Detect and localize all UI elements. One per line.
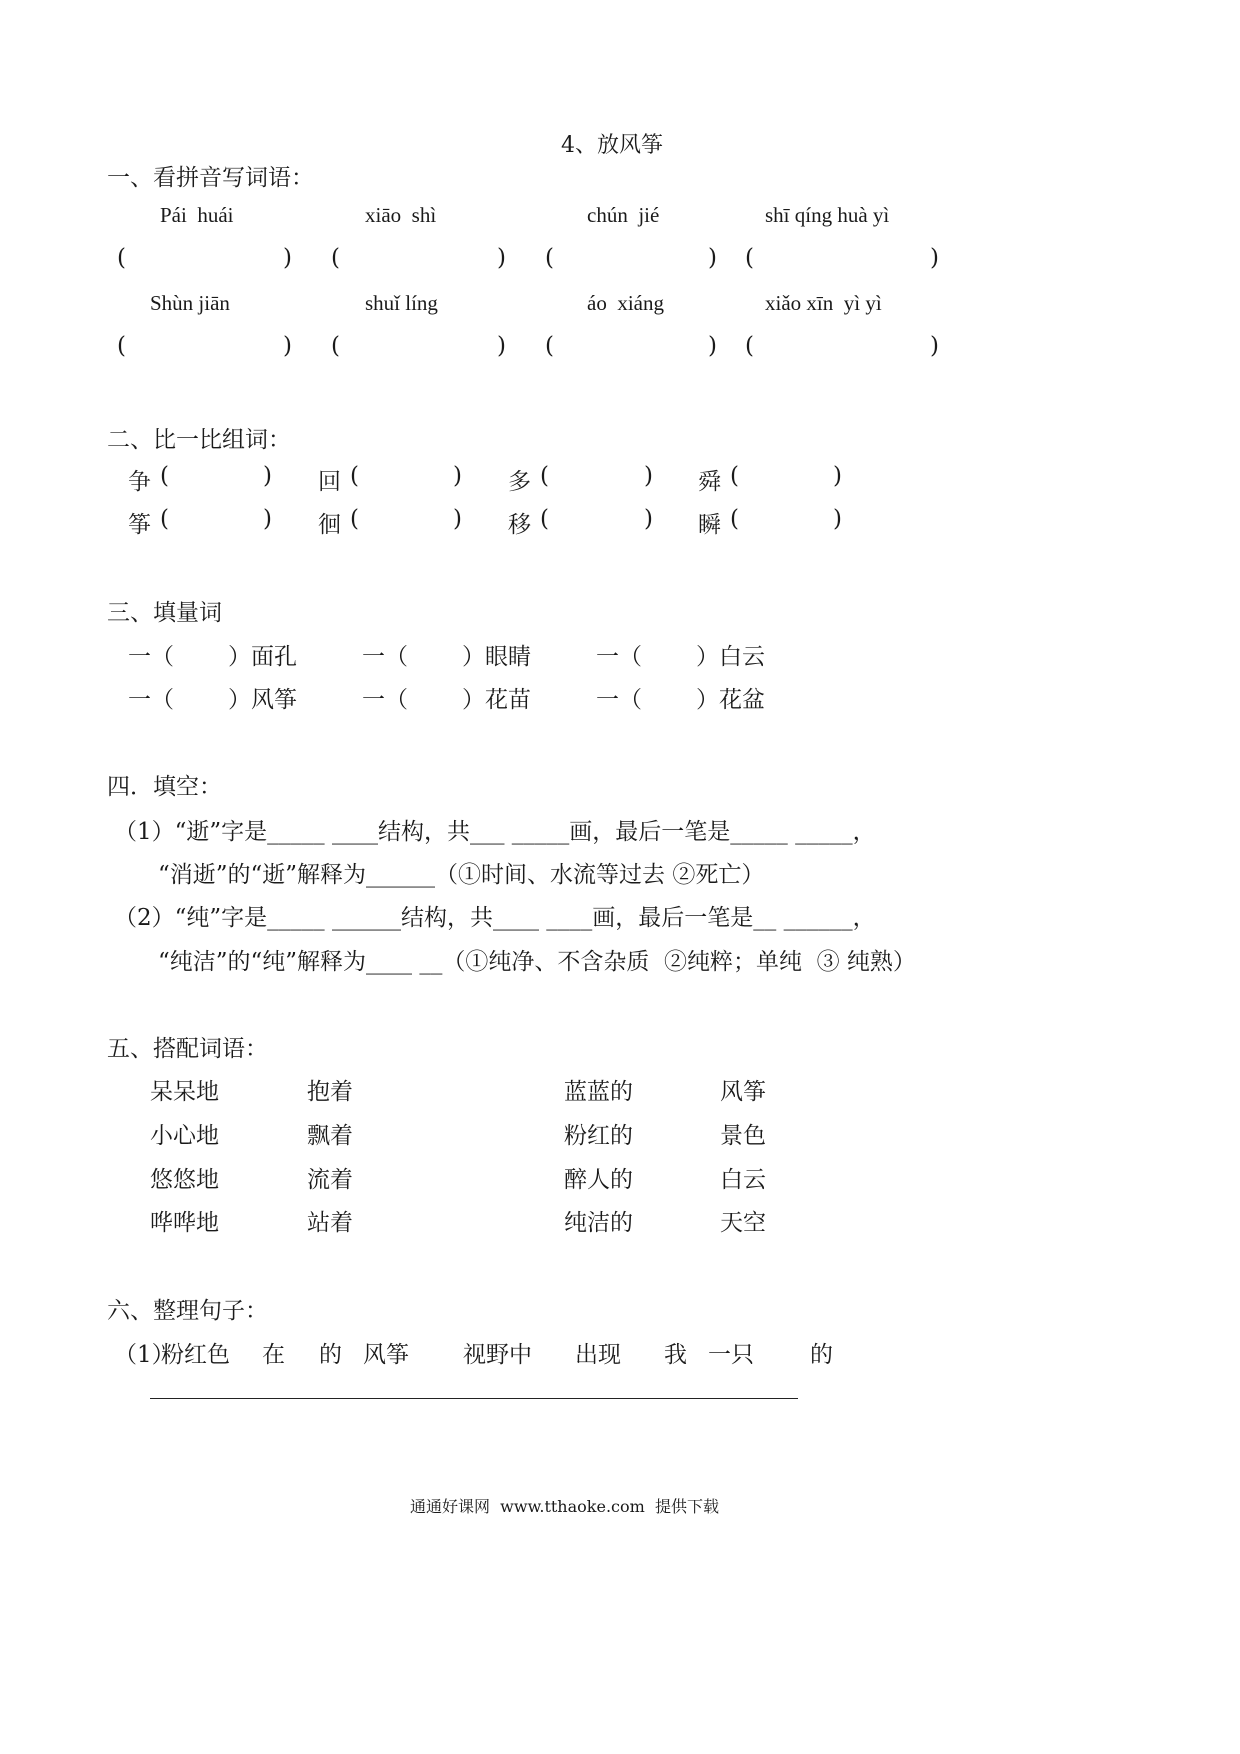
section-3-heading: 三、填量词 bbox=[107, 600, 222, 626]
measure-prefix: 一（ bbox=[128, 644, 174, 670]
bracket-open: ( bbox=[331, 245, 340, 271]
pinyin-text: Shùn jiān bbox=[150, 291, 230, 315]
measure-noun: ）花苗 bbox=[462, 687, 531, 713]
sentence-word: 风筝 bbox=[363, 1342, 409, 1368]
bracket-open: ( bbox=[350, 463, 359, 489]
pinyin-text: shuǐ líng bbox=[365, 291, 438, 315]
match-word: 白云 bbox=[720, 1167, 766, 1193]
match-word: 悠悠地 bbox=[150, 1167, 219, 1193]
match-word: 粉红的 bbox=[564, 1123, 633, 1149]
match-word: 抱着 bbox=[307, 1079, 353, 1105]
bracket-open: ( bbox=[730, 506, 739, 532]
bracket-open: ( bbox=[160, 506, 169, 532]
sentence-word: 在 bbox=[262, 1342, 285, 1368]
bracket-close: ) bbox=[497, 245, 506, 271]
match-word: 哗哗地 bbox=[150, 1210, 219, 1236]
measure-prefix: 一（ bbox=[596, 687, 642, 713]
match-word: 纯洁的 bbox=[564, 1210, 633, 1236]
bracket-close: ) bbox=[644, 463, 653, 489]
bracket-close: ) bbox=[833, 506, 842, 532]
sentence-word: 一只 bbox=[708, 1342, 754, 1368]
bracket-open: ( bbox=[730, 463, 739, 489]
match-word: 流着 bbox=[307, 1167, 353, 1193]
compare-char: 筝 bbox=[128, 512, 151, 538]
section-5-heading: 五、搭配词语： bbox=[107, 1036, 268, 1062]
pinyin-text: xiāo shì bbox=[365, 203, 437, 227]
bracket-close: ) bbox=[833, 463, 842, 489]
bracket-close: ) bbox=[283, 245, 292, 271]
sentence-word: 粉红色 bbox=[161, 1342, 230, 1368]
measure-prefix: 一（ bbox=[362, 644, 408, 670]
bracket-open: ( bbox=[545, 245, 554, 271]
compare-char: 移 bbox=[508, 512, 531, 538]
bracket-close: ) bbox=[263, 463, 272, 489]
match-word: 景色 bbox=[720, 1123, 766, 1149]
match-word: 站着 bbox=[307, 1210, 353, 1236]
bracket-close: ) bbox=[497, 333, 506, 359]
bracket-open: ( bbox=[117, 245, 126, 271]
bracket-open: ( bbox=[540, 506, 549, 532]
measure-noun: ）面孔 bbox=[228, 644, 297, 670]
bracket-close: ) bbox=[930, 333, 939, 359]
bracket-close: ) bbox=[453, 463, 462, 489]
pinyin-text: Pái huái bbox=[160, 203, 234, 227]
fill-line-3: （2）“纯”字是_____ ______结构，共____ ____画，最后一笔是__ ______， bbox=[114, 905, 876, 931]
fill-line-1: （1）“逝”字是_____ ____结构，共___ _____画，最后一笔是_____ _____， bbox=[114, 819, 876, 845]
match-word: 蓝蓝的 bbox=[564, 1079, 633, 1105]
bracket-close: ) bbox=[644, 506, 653, 532]
measure-prefix: 一（ bbox=[362, 687, 408, 713]
pinyin-text: chún jié bbox=[587, 203, 660, 227]
section-1-heading: 一、看拼音写词语： bbox=[107, 165, 314, 191]
bracket-open: ( bbox=[745, 333, 754, 359]
compare-char: 徊 bbox=[318, 512, 341, 538]
page-title: 4、放风筝 bbox=[561, 133, 663, 158]
bracket-open: ( bbox=[331, 333, 340, 359]
match-word: 风筝 bbox=[720, 1079, 766, 1105]
compare-char: 争 bbox=[128, 469, 151, 495]
section-4-heading: 四．填空： bbox=[107, 774, 222, 800]
measure-noun: ）眼睛 bbox=[462, 644, 531, 670]
compare-char: 回 bbox=[318, 469, 341, 495]
match-word: 天空 bbox=[720, 1210, 766, 1236]
bracket-open: ( bbox=[745, 245, 754, 271]
measure-prefix: 一（ bbox=[128, 687, 174, 713]
measure-noun: ）花盆 bbox=[696, 687, 765, 713]
bracket-open: ( bbox=[160, 463, 169, 489]
measure-noun: ）白云 bbox=[696, 644, 765, 670]
bracket-open: ( bbox=[545, 333, 554, 359]
sentence-word: 出现 bbox=[575, 1342, 621, 1368]
pinyin-text: áo xiáng bbox=[587, 291, 664, 315]
section-2-heading: 二、比一比组词： bbox=[107, 427, 291, 453]
sentence-word: 的 bbox=[810, 1342, 833, 1368]
compare-char: 多 bbox=[508, 469, 531, 495]
measure-prefix: 一（ bbox=[596, 644, 642, 670]
bracket-close: ) bbox=[708, 333, 717, 359]
bracket-close: ) bbox=[453, 506, 462, 532]
sentence-word: 的 bbox=[319, 1342, 342, 1368]
bracket-close: ) bbox=[283, 333, 292, 359]
answer-line bbox=[150, 1398, 798, 1399]
match-word: 飘着 bbox=[307, 1123, 353, 1149]
pinyin-text: shī qíng huà yì bbox=[765, 203, 890, 227]
sentence-label: （1） bbox=[114, 1342, 175, 1368]
match-word: 醉人的 bbox=[564, 1167, 633, 1193]
pinyin-text: xiǎo xīn yì yì bbox=[765, 291, 882, 315]
sentence-word: 视野中 bbox=[463, 1342, 532, 1368]
bracket-close: ) bbox=[708, 245, 717, 271]
sentence-word: 我 bbox=[664, 1342, 687, 1368]
match-word: 小心地 bbox=[150, 1123, 219, 1149]
compare-char: 舜 bbox=[698, 469, 721, 495]
footer-text: 通通好课网 www.tthaoke.com 提供下载 bbox=[410, 1497, 719, 1516]
fill-line-4: “纯洁”的“纯”解释为____ __（①纯净、不含杂质 ②纯粹；单纯 ③ 纯熟） bbox=[158, 949, 916, 975]
bracket-close: ) bbox=[263, 506, 272, 532]
bracket-close: ) bbox=[930, 245, 939, 271]
measure-noun: ）风筝 bbox=[228, 687, 297, 713]
bracket-open: ( bbox=[117, 333, 126, 359]
fill-line-2: “消逝”的“逝”解释为______（①时间、水流等过去 ②死亡） bbox=[158, 862, 765, 888]
compare-char: 瞬 bbox=[698, 512, 721, 538]
bracket-open: ( bbox=[350, 506, 359, 532]
bracket-open: ( bbox=[540, 463, 549, 489]
section-6-heading: 六、整理句子： bbox=[107, 1298, 268, 1324]
match-word: 呆呆地 bbox=[150, 1079, 219, 1105]
